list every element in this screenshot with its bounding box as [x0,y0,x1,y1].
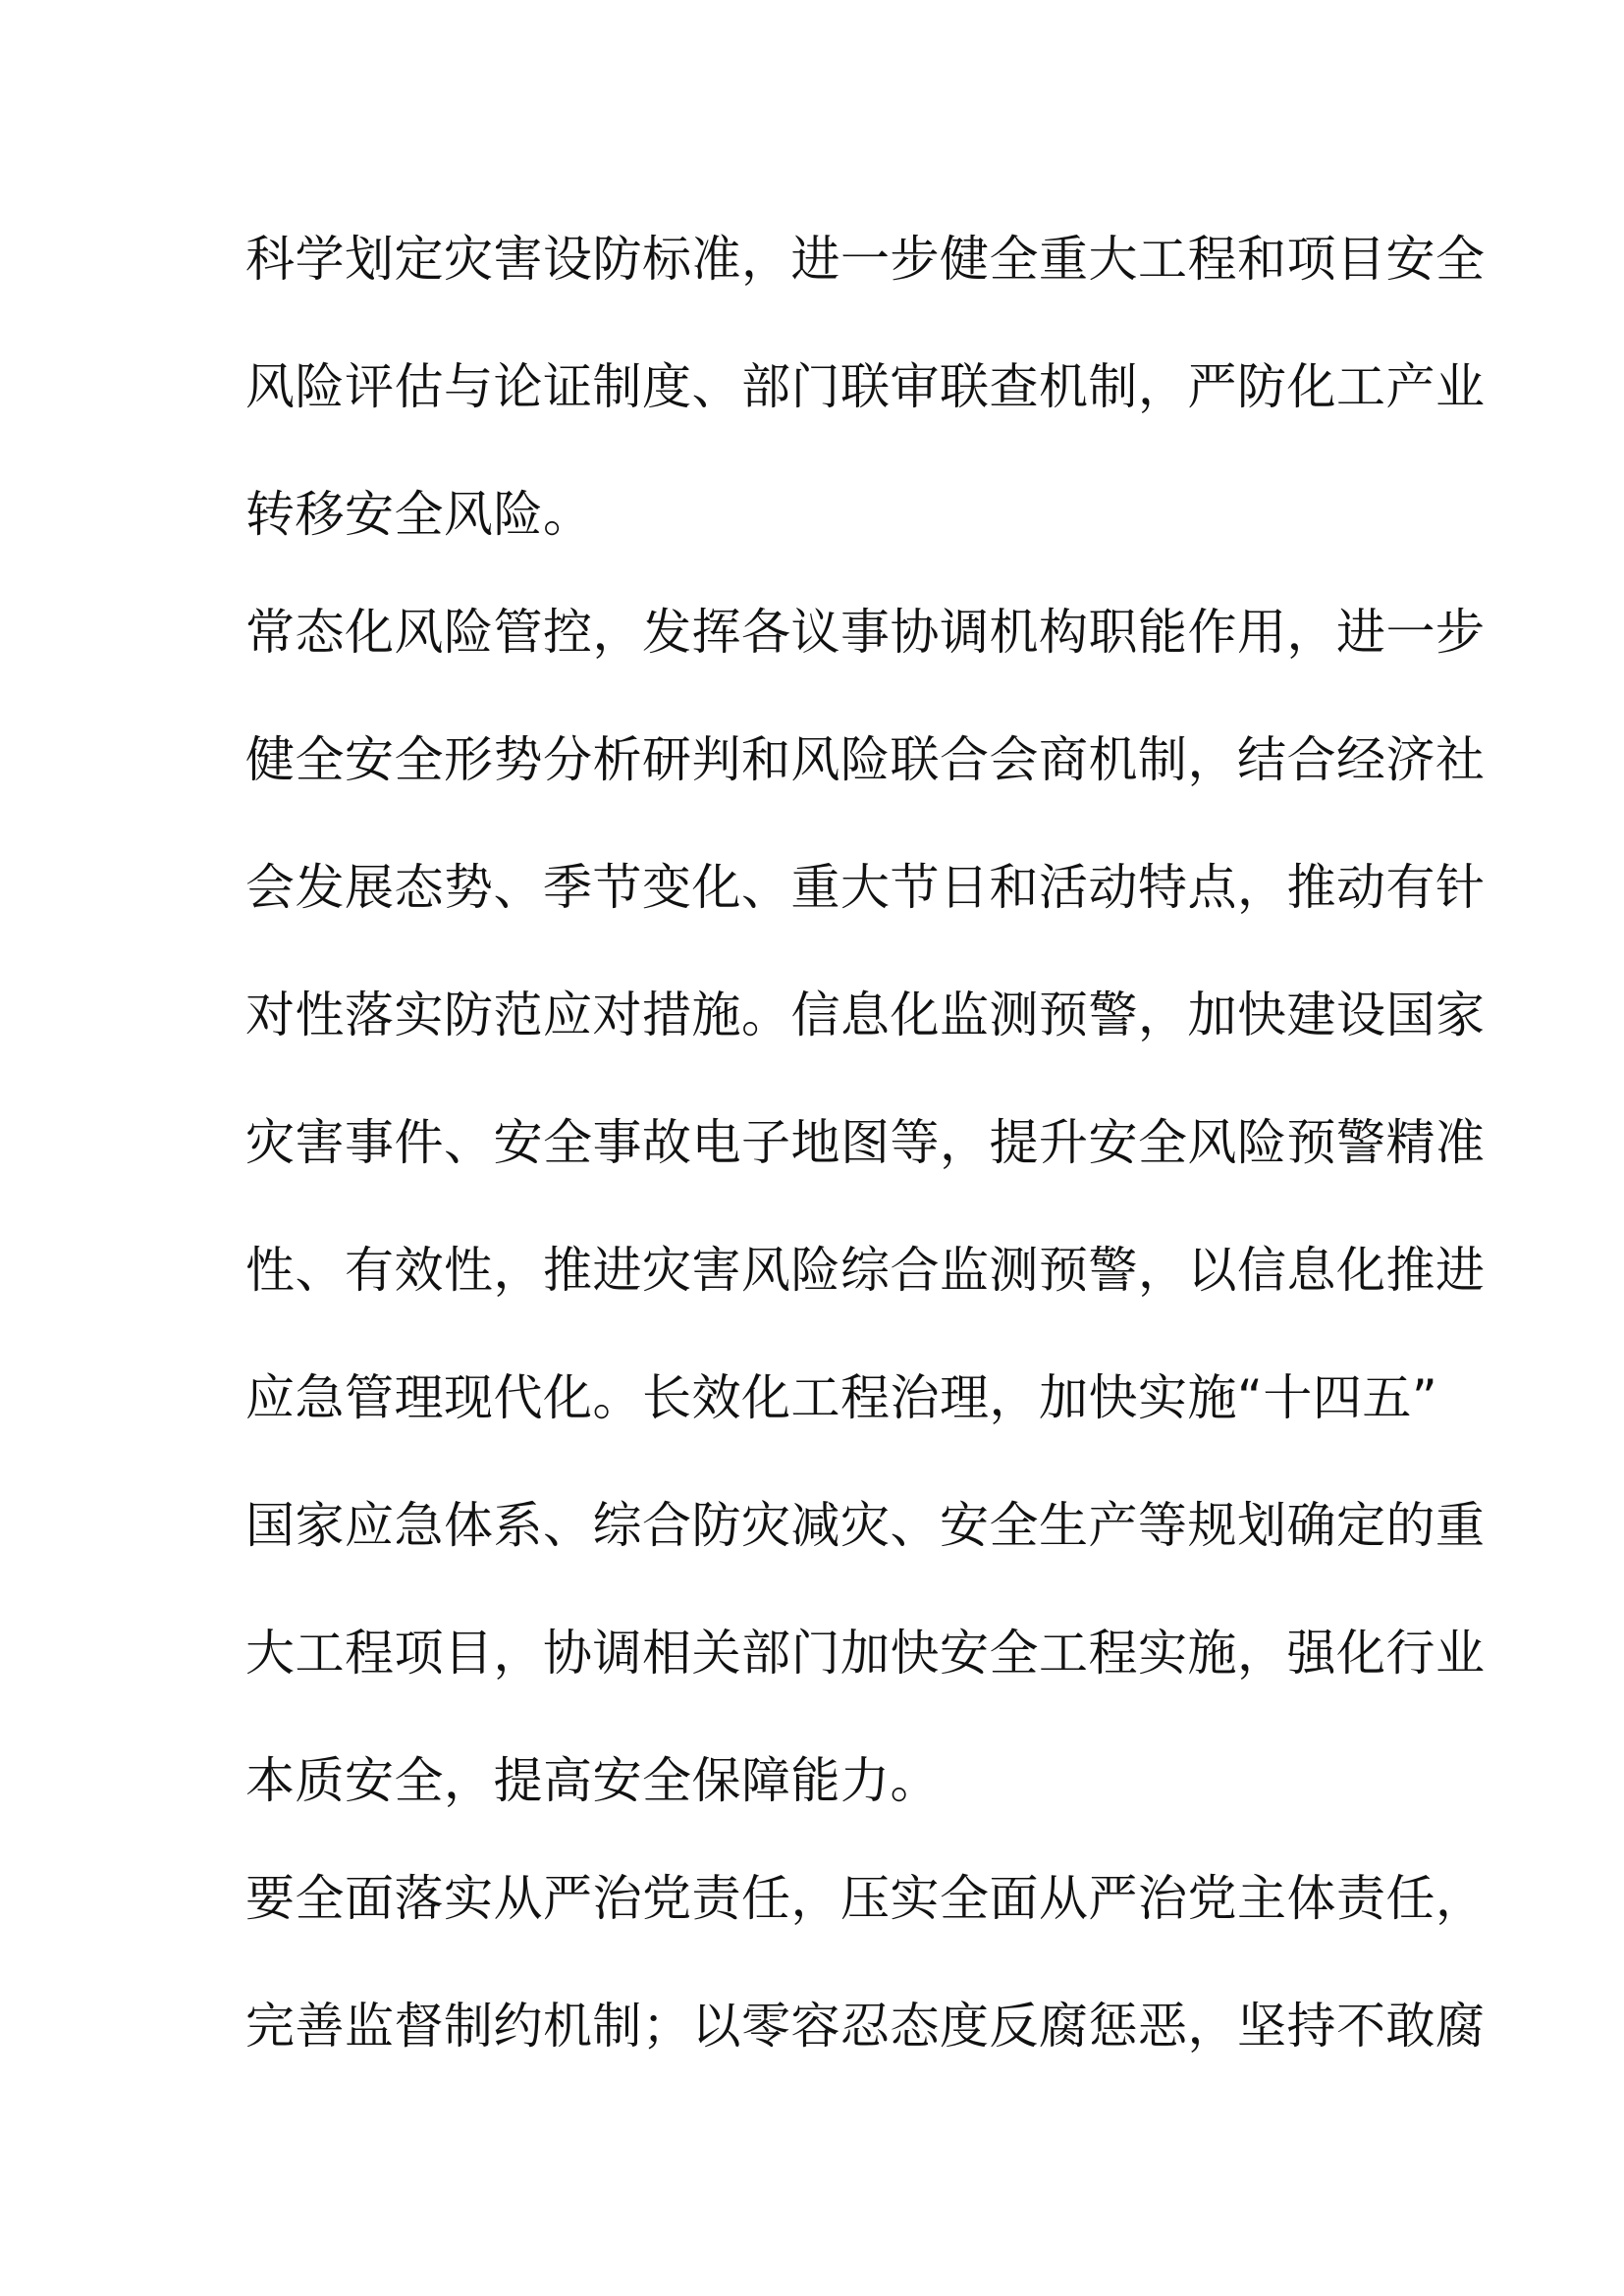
text-line: 完善监督制约机制；以零容忍态度反腐惩恶，坚持不敢腐 [245,1998,1486,2055]
text-line: 应急管理现代化。长效化工程治理，加快实施“十四五” [245,1369,1438,1426]
paragraph-3 [245,1849,1486,2105]
text-line: 本质安全，提高安全保障能力。 [245,1752,940,1809]
text-line: 对性落实防范应对措施。信息化监测预警，加快建设国家 [245,987,1486,1043]
text-line: 健全安全形势分析研判和风险联合会商机制，结合经济社 [245,731,1486,788]
text-line: 灾害事件、安全事故电子地图等，提升安全风险预警精准 [245,1114,1486,1171]
paragraph-1 [245,210,1486,583]
text-line: 风险评估与论证制度、部门联审联查机制，严防化工产业 [245,358,1486,415]
text-line: 科学划定灾害设防标准，进一步健全重大工程和项目安全 [245,231,1486,288]
text-line: 要全面落实从严治党责任，压实全面从严治党主体责任， [245,1870,1486,1927]
document-body [245,210,1486,2105]
text-line: 性、有效性，推进灾害风险综合监测预警，以信息化推进 [245,1242,1486,1299]
text-line: 国家应急体系、综合防灾减灾、安全生产等规划确定的重 [245,1497,1486,1554]
text-line: 会发展态势、季节变化、重大节日和活动特点，推动有针 [245,859,1486,916]
text-line: 转移安全风险。 [245,486,593,543]
paragraph-2 [245,583,1486,1849]
text-line: 大工程项目，协调相关部门加快安全工程实施，强化行业 [245,1625,1486,1682]
text-line: 常态化风险管控，发挥各议事协调机构职能作用，进一步 [245,604,1486,661]
